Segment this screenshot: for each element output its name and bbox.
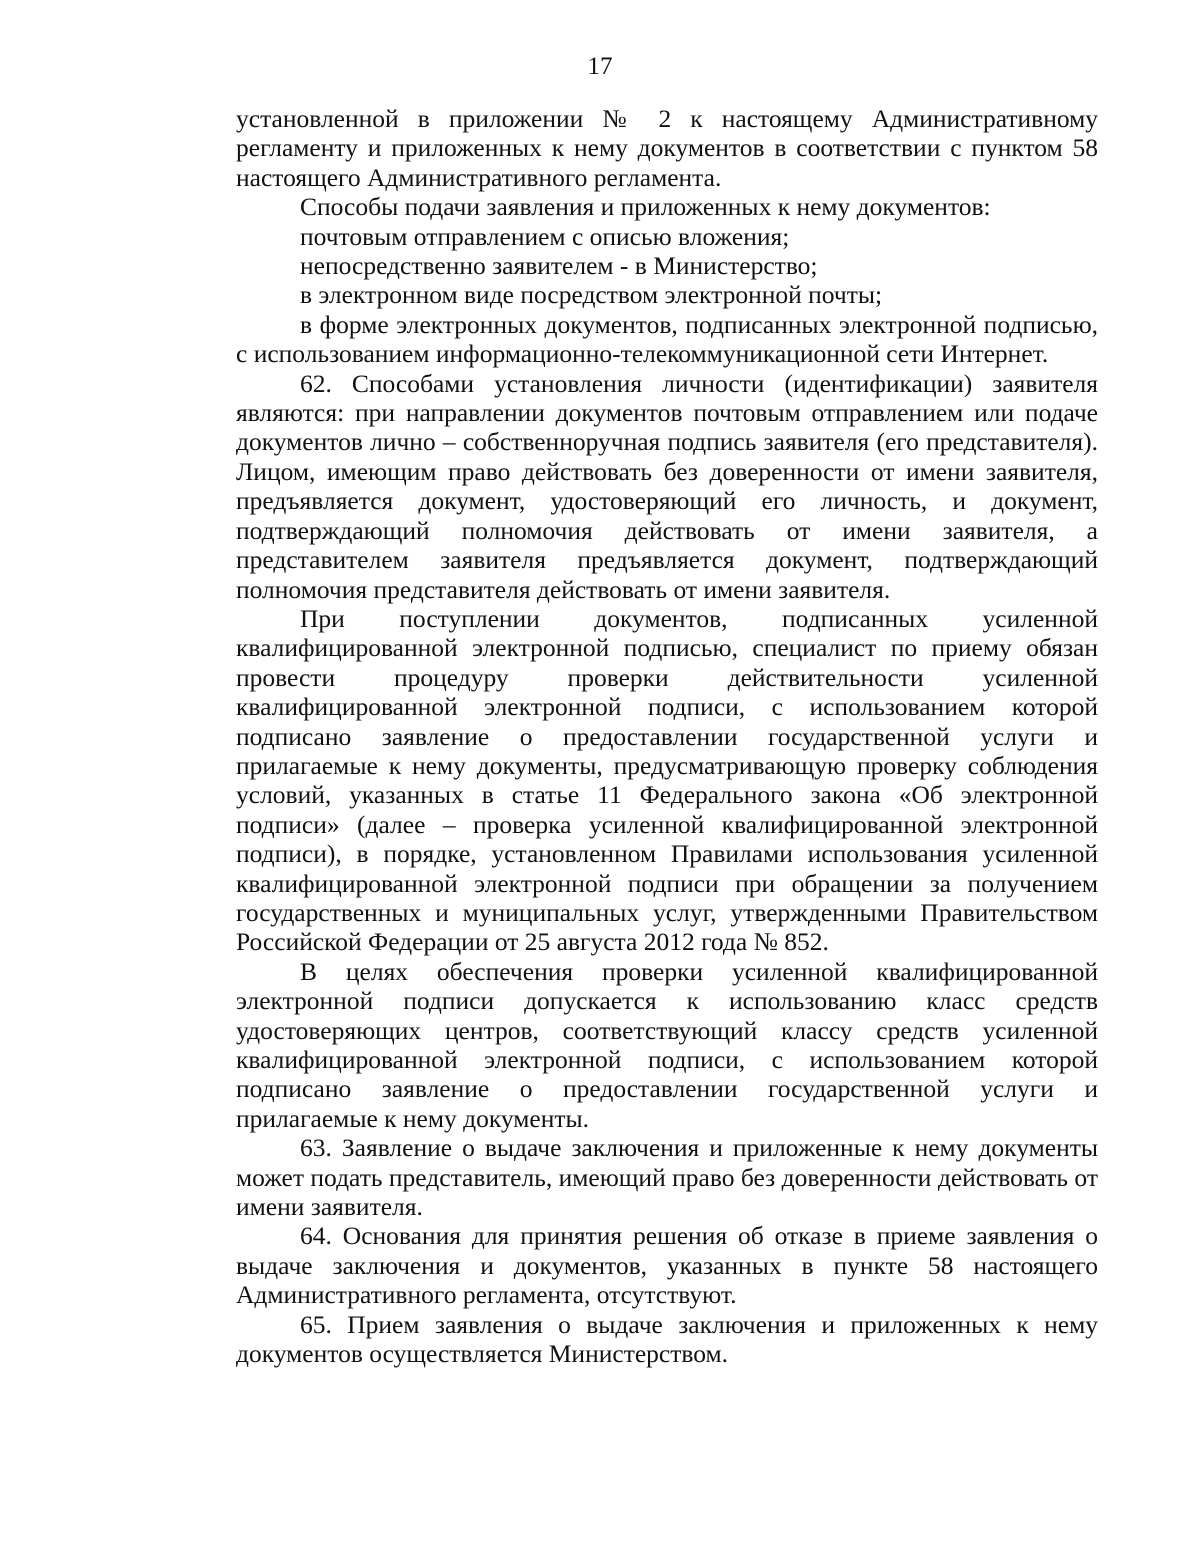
paragraph-continuation: установленной в приложении № 2 к настоящему Административному регламенту и приложенных к нему документов в соответствии с пунктом 58 настоящего Административного регламента. <box>236 104 1098 192</box>
paragraph-method-in-person: непосредственно заявителем - в Министерство; <box>300 251 818 281</box>
paragraph-verification-tools: В целях обеспечения проверки усиленной квалифицированной электронной подписи допускается к использованию класс средств удостоверяющих центров, соответствующий классу средств усиленной квалифицированной электронной подписи, с использованием которой подписано заявление о предоставлении государственной услуги и прилагаемые к нему документы. <box>236 956 1098 1133</box>
document-body <box>236 104 1098 1368</box>
paragraph-method-electronic-documents: в форме электронных документов, подписанных электронной подписью, с использованием информационно-телекоммуникационной сети Интернет. <box>236 309 1098 369</box>
paragraph-62: 62. Способами установления личности (идентификации) заявителя являются: при направлении документов почтовым отправлением или подаче документов лично – собственноручная подпись заявителя (его представителя). Лицом, имеющим право действовать без доверенности от имени заявителя, предъявляется документ, удостоверяющий его личность, и документ, подтверждающий полномочия действовать от имени заявителя, а представителем заявителя предъявляется документ, подтверждающий полномочия представителя действовать от имени заявителя. <box>236 368 1098 604</box>
page-number: 17 <box>587 53 613 80</box>
paragraph-63: 63. Заявление о выдаче заключения и приложенные к нему документы может подать представитель, имеющий право без доверенности действовать от имени заявителя. <box>236 1133 1098 1222</box>
paragraph-64: 64. Основания для принятия решения об отказе в приеме заявления о выдаче заключения и документов, указанных в пункте 58 настоящего Административного регламента, отсутствуют. <box>236 1221 1098 1310</box>
paragraph-method-mail: почтовым отправлением с описью вложения; <box>300 221 790 251</box>
paragraph-signature-verification: При поступлении документов, подписанных усиленной квалифицированной электронной подписью, специалист по приему обязан провести процедуру проверки действительности усиленной квалифицированной электронной подписи, с использованием которой подписано заявление о предоставлении государственной услуги и прилагаемые к нему документы, предусматривающую проверку соблюдения условий, указанных в статье 11 Федерального закона «Об электронной подписи» (далее – проверка усиленной квалифицированной электронной подписи), в порядке, установленном Правилами использования усиленной квалифицированной электронной подписи при обращении за получением государственных и муниципальных услуг, утвержденными Правительством Российской Федерации от 25 августа 2012 года № 852. <box>236 603 1098 957</box>
paragraph-method-email: в электронном виде посредством электронной почты; <box>300 280 883 310</box>
paragraph-submission-methods-heading: Способы подачи заявления и приложенных к нему документов: <box>300 192 991 222</box>
paragraph-65: 65. Прием заявления о выдаче заключения и приложенных к нему документов осуществляется Министерством. <box>236 1309 1098 1369</box>
